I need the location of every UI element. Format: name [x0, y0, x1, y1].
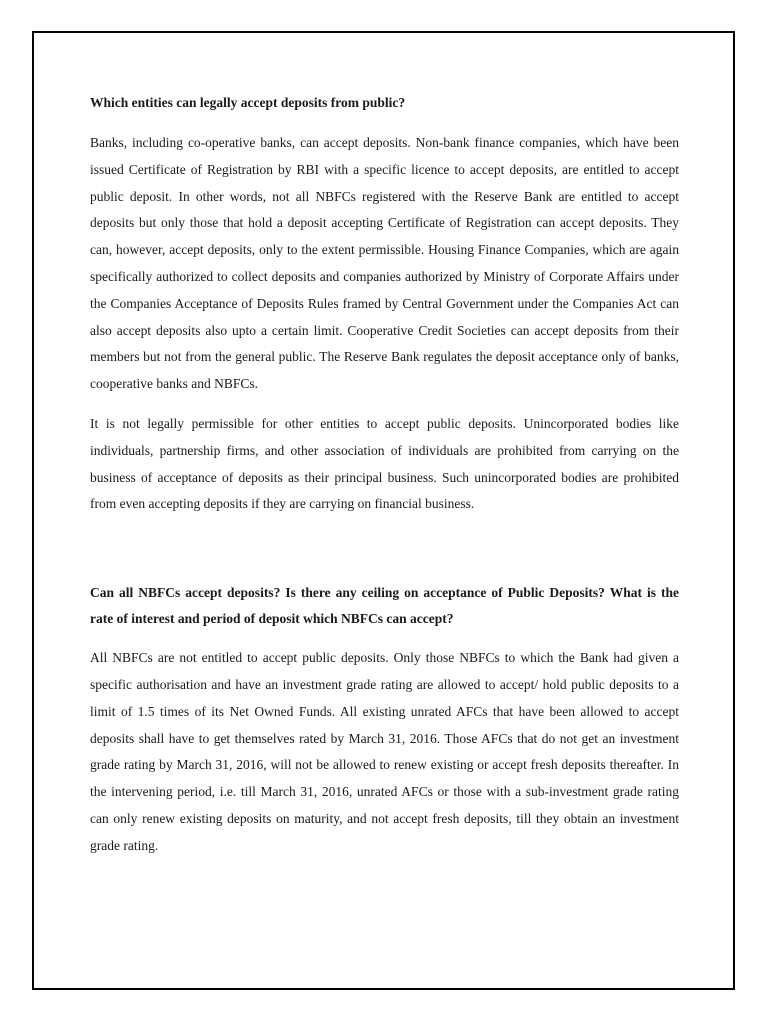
paragraph-entities-2: It is not legally permissible for other entities to accept public deposits. Unincorporated bodies like individuals, partnership firms, and other association of individuals are prohibited from carrying on the business of acceptance of deposits as their principal business. Such unincorporated bodies are prohibited from even accepting deposits if they are carrying on financial business. — [90, 415, 679, 512]
section-entities-accepting-deposits — [90, 92, 679, 518]
document-body — [90, 92, 679, 860]
section-nbfc-deposits — [90, 580, 679, 859]
paragraph-nbfc-1: All NBFCs are not entitled to accept public deposits. Only those NBFCs to which the Bank had given a specific authorisation and have an investment grade rating are allowed to accept/ hold public deposits to a limit of 1.5 times of its Net Owned Funds. All existing unrated AFCs that have been allowed to accept deposits shall have to get themselves rated by March 31, 2016. Those AFCs that do not get an investment grade rating by March 31, 2016, will not be allowed to renew existing or accept fresh deposits thereafter. In the intervening period, i.e. till March 31, 2016, unrated AFCs or those with a sub-investment grade rating can only renew existing deposits on maturity, and not accept fresh deposits, till they obtain an investment grade rating. — [90, 650, 679, 853]
paragraph-entities-1: Banks, including co-operative banks, can accept deposits. Non-bank finance companies, which have been issued Certificate of Registration by RBI with a specific licence to accept deposits, are entitled to accept public deposit. In other words, not all NBFCs registered with the Reserve Bank are entitled to accept deposits but only those that hold a deposit accepting Certificate of Registration can accept deposits. They can, however, accept deposits, only to the extent permissible. Housing Finance Companies, which are again specifically authorized to collect deposits and companies authorized by Ministry of Corporate Affairs under the Companies Acceptance of Deposits Rules framed by Central Government under the Companies Act can also accept deposits also upto a certain limit. Cooperative Credit Societies can accept deposits from their members but not from the general public. The Reserve Bank regulates the deposit acceptance only of banks, cooperative banks and NBFCs. — [90, 135, 679, 392]
section-heading-nbfc: Can all NBFCs accept deposits? Is there any ceiling on acceptance of Public Deposits? What is the rate of interest and period of deposit which NBFCs can accept? — [90, 585, 679, 627]
section-heading-entities: Which entities can legally accept deposits from public? — [90, 95, 406, 110]
